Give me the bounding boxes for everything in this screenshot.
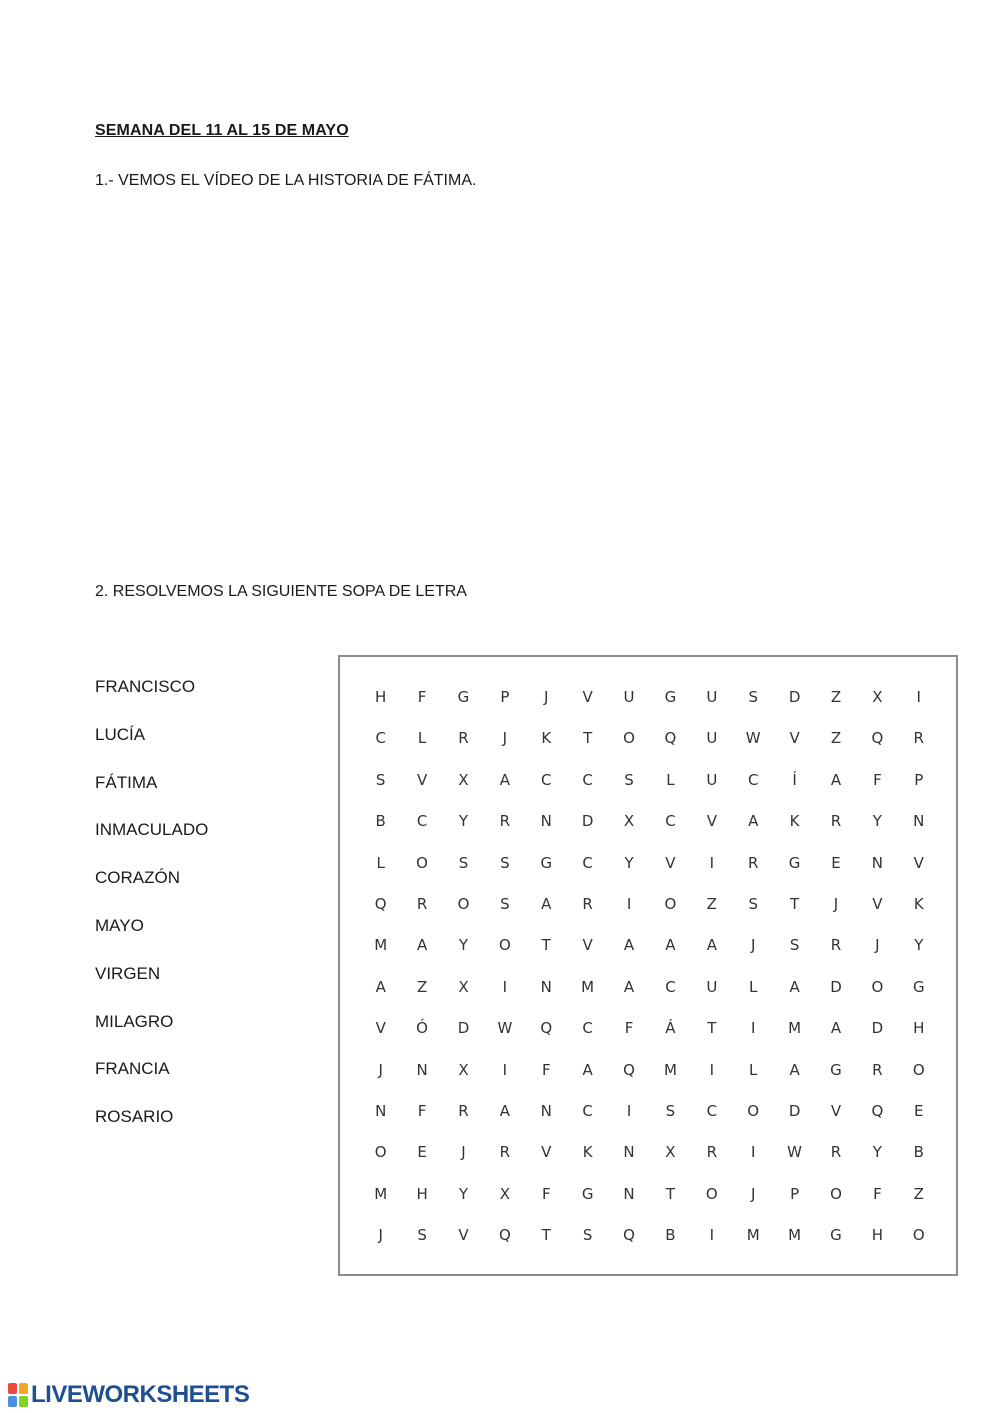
grid-cell[interactable]: I [709,1060,715,1079]
grid-cell[interactable]: R [872,1060,883,1079]
grid-cell[interactable]: W [787,1143,803,1162]
grid-cell[interactable]: K [541,729,552,748]
page-title: SEMANA DEL 11 AL 15 DE MAYO [95,122,349,139]
grid-cell[interactable]: N [540,977,552,996]
grid-cell[interactable]: A [416,936,428,955]
grid-cell[interactable]: C [582,1101,593,1120]
grid-cell[interactable]: S [500,853,510,872]
grid-cell[interactable]: L [666,770,675,789]
grid-cell[interactable]: R [747,853,759,872]
grid-cell[interactable]: K [582,1143,593,1162]
grid-cell[interactable]: Q [540,1019,553,1038]
grid-cell[interactable]: Y [458,812,469,831]
grid-cell[interactable]: Y [458,936,469,955]
grid-cell[interactable]: M [374,936,388,955]
grid-cell[interactable]: F [417,688,427,706]
grid-cell[interactable]: S [748,688,758,706]
grid-cell[interactable]: O [912,1226,925,1245]
grid-cell[interactable]: P [914,770,924,789]
grid-cell[interactable]: S [500,894,510,913]
grid-cell[interactable]: M [663,1060,677,1079]
grid-cell[interactable]: O [498,936,511,955]
grid-cell[interactable]: X [623,812,635,831]
grid-cell[interactable]: F [417,1101,427,1120]
grid-cell[interactable]: Q [871,1101,884,1120]
grid-cell[interactable]: X [872,688,883,706]
grid-cell[interactable]: T [583,729,593,748]
grid-cell[interactable]: I [626,894,632,913]
footer-logo[interactable] [8,1381,249,1409]
grid-cell[interactable]: R [830,936,842,955]
grid-cell[interactable]: A [582,1060,593,1079]
grid-cell[interactable]: L [417,729,427,748]
grid-cell[interactable]: G [788,853,801,872]
grid-cell[interactable]: O [457,894,470,913]
grid-cell[interactable]: S [582,1226,593,1245]
grid-cell[interactable]: J [750,936,756,955]
grid-cell[interactable]: X [458,977,469,996]
grid-cell[interactable]: H [871,1226,884,1245]
grid-cell[interactable]: M [374,1184,388,1203]
grid-cell[interactable]: S [748,894,758,913]
grid-cell[interactable]: A [748,812,759,831]
grid-cell[interactable]: V [872,894,883,913]
grid-cell[interactable]: K [913,894,924,913]
grid-cell[interactable]: A [623,936,635,955]
grid-cell[interactable]: A [499,1101,510,1120]
grid-cell[interactable]: J [875,936,880,955]
liveworksheets-logo-icon [8,1383,28,1407]
grid-cell[interactable]: V [830,1101,842,1120]
grid-cell[interactable]: T [665,1184,676,1203]
grid-cell[interactable]: I [750,1143,756,1162]
grid-cell[interactable]: V [458,1226,469,1245]
grid-cell[interactable]: M [788,1019,802,1038]
grid-cell[interactable]: S [375,770,386,789]
word-list-item: INMACULADO [95,820,209,840]
grid-cell[interactable]: D [457,1019,470,1038]
grid-cell[interactable]: C [665,812,676,831]
word-list-item: LUCÍA [95,724,146,744]
grid-cell[interactable]: T [707,1019,717,1038]
word-list-item: MAYO [95,915,144,935]
question-1: 1.- VEMOS EL VÍDEO DE LA HISTORIA DE FÁTIMA. [95,172,477,189]
grid-cell[interactable]: O [664,894,677,913]
grid-cell[interactable]: G [830,1060,842,1079]
grid-cell[interactable]: A [706,936,717,955]
grid-cell[interactable]: L [749,1060,758,1079]
grid-cell[interactable]: M [746,1226,760,1245]
word-list-item: MILAGRO [95,1011,174,1031]
grid-cell[interactable]: Y [458,1184,469,1203]
grid-cell[interactable]: N [540,1101,552,1120]
grid-cell[interactable]: A [789,1060,800,1079]
grid-cell[interactable]: E [914,1101,924,1120]
grid-cell[interactable]: H [416,1184,428,1203]
grid-cell[interactable]: I [709,853,715,872]
grid-cell[interactable]: I [916,688,921,706]
grid-cell[interactable]: O [705,1184,718,1203]
grid-cell[interactable]: U [706,729,718,748]
grid-cell[interactable]: T [541,936,551,955]
grid-cell[interactable]: J [750,1184,756,1203]
grid-cell[interactable]: G [581,1184,594,1203]
grid-cell[interactable]: N [623,1184,635,1203]
grid-cell[interactable]: O [871,977,884,996]
grid-cell[interactable]: T [541,1226,551,1245]
grid-cell[interactable]: S [789,936,800,955]
grid-cell[interactable]: N [540,812,552,831]
grid-cell[interactable]: I [502,1060,508,1079]
grid-cell[interactable]: N [375,1101,387,1120]
grid-cell[interactable]: L [376,853,385,872]
grid-cell[interactable]: J [378,1226,383,1245]
grid-cell[interactable]: J [833,894,839,913]
grid-cell[interactable]: X [458,770,469,789]
grid-cell[interactable]: Q [374,894,387,913]
brand-name: LIVEWORKSHEETS [31,1381,250,1408]
grid-cell[interactable]: W [497,1019,513,1038]
grid-cell[interactable]: K [789,812,800,831]
grid-cell[interactable]: R [913,729,924,748]
word-list-item: ROSARIO [95,1107,174,1127]
logo-block-3 [8,1396,17,1407]
grid-cell[interactable]: C [747,770,759,789]
grid-cell[interactable]: F [541,1060,551,1079]
logo-block-1 [8,1383,17,1394]
grid-cell[interactable]: V [789,729,800,748]
grid-cell[interactable]: Z [830,688,842,706]
grid-cell[interactable]: Y [872,812,882,831]
grid-cell[interactable]: R [830,1143,842,1162]
grid-cell[interactable]: C [582,1019,593,1038]
word-list [95,677,208,1155]
grid-cell[interactable]: Q [871,729,884,748]
grid-cell[interactable]: F [541,1184,551,1203]
grid-cell[interactable]: M [788,1226,802,1245]
grid-cell[interactable]: B [375,812,386,831]
grid-cell[interactable]: Q [498,1226,511,1245]
grid-cell[interactable]: O [830,1184,842,1203]
grid-cell[interactable]: J [461,1143,466,1162]
grid-cell[interactable]: A [499,770,510,789]
logo-block-2 [19,1383,28,1394]
grid-cell[interactable]: N [623,1143,635,1162]
grid-cell[interactable]: P [790,1184,800,1203]
grid-cell[interactable]: X [458,1060,469,1079]
grid-cell[interactable]: I [750,1019,756,1038]
grid-cell[interactable]: O [747,1101,760,1120]
grid-cell[interactable]: U [706,688,718,706]
grid-cell[interactable]: V [375,1019,386,1038]
grid-cell[interactable]: X [665,1143,676,1162]
grid-cell[interactable]: S [458,853,469,872]
grid-cell[interactable]: D [871,1019,884,1038]
grid-cell[interactable]: S [665,1101,676,1120]
grid-cell[interactable]: E [831,853,841,872]
grid-cell[interactable]: A [375,977,386,996]
grid-cell[interactable]: G [664,688,677,706]
word-list-item: FRANCIA [95,1059,170,1079]
grid-cell[interactable]: Ó [416,1019,428,1038]
grid-cell[interactable]: U [623,688,635,706]
grid-cell[interactable]: C [375,729,386,748]
grid-cell[interactable]: C [665,977,676,996]
grid-cell[interactable]: F [873,1184,882,1203]
logo-block-4 [19,1396,28,1407]
grid-cell[interactable]: H [375,688,387,706]
grid-cell[interactable]: D [830,977,842,996]
grid-cell[interactable]: O [623,729,635,748]
grid-cell[interactable]: V [416,770,428,789]
grid-cell[interactable]: N [416,1060,428,1079]
grid-cell[interactable]: E [417,1143,427,1162]
grid-cell[interactable]: Q [623,1226,635,1245]
grid-cell[interactable]: I [626,1101,632,1120]
grid-cell[interactable]: C [416,812,428,831]
grid-cell[interactable]: A [665,936,676,955]
grid-cell[interactable]: V [913,853,924,872]
grid-cell[interactable]: W [745,729,761,748]
grid-cell[interactable]: Z [416,977,428,996]
grid-cell[interactable]: G [540,853,553,872]
grid-cell[interactable]: R [416,894,428,913]
question-2: 2. RESOLVEMOS LA SIGUIENTE SOPA DE LETRA [95,583,467,600]
grid-cell[interactable]: A [830,770,842,789]
grid-cell[interactable]: O [374,1143,387,1162]
grid-cell[interactable]: L [749,977,758,996]
grid-cell[interactable]: U [706,977,718,996]
grid-cell[interactable]: V [665,853,676,872]
grid-cell[interactable]: R [458,729,469,748]
grid-cell[interactable]: O [416,853,428,872]
grid-cell[interactable]: P [500,688,510,706]
grid-cell[interactable]: V [582,688,593,706]
grid-cell[interactable]: S [417,1226,427,1245]
word-search-box [338,655,958,1276]
grid-cell[interactable]: S [624,770,634,789]
grid-cell[interactable]: N [913,812,925,831]
word-search-grid [360,677,939,1256]
grid-cell[interactable]: R [706,1143,718,1162]
grid-cell[interactable]: J [502,729,508,748]
grid-cell[interactable]: Á [665,1019,676,1038]
grid-cell[interactable]: Z [830,729,842,748]
grid-cell[interactable]: C [582,853,593,872]
grid-cell[interactable]: Z [706,894,717,913]
grid-cell[interactable]: U [706,770,718,789]
grid-cell[interactable]: J [544,688,549,706]
grid-cell[interactable]: Z [913,1184,924,1203]
grid-cell[interactable]: T [790,894,800,913]
grid-cell[interactable]: G [457,688,470,706]
grid-cell[interactable]: C [706,1101,718,1120]
grid-cell[interactable]: D [788,1101,801,1120]
grid-cell[interactable]: G [912,977,925,996]
grid-cell[interactable]: V [541,1143,552,1162]
grid-cell[interactable]: V [706,812,717,831]
grid-cell[interactable]: R [499,812,511,831]
grid-cell[interactable]: C [582,770,593,789]
grid-cell[interactable]: I [709,1226,715,1245]
grid-cell[interactable]: Q [623,1060,635,1079]
word-list-item: FÁTIMA [95,772,158,792]
grid-cell[interactable]: F [624,1019,634,1038]
grid-cell[interactable]: F [873,770,882,789]
grid-cell[interactable]: N [871,853,883,872]
grid-cell[interactable]: A [789,977,800,996]
grid-cell[interactable]: O [912,1060,925,1079]
grid-cell[interactable]: H [913,1019,925,1038]
grid-cell[interactable]: J [378,1060,383,1079]
grid-cell[interactable]: R [458,1101,469,1120]
grid-cell[interactable]: A [541,894,552,913]
grid-cell[interactable]: R [499,1143,511,1162]
grid-cell[interactable]: I [502,977,508,996]
grid-cell[interactable]: R [830,812,842,831]
grid-cell[interactable]: Y [914,936,924,955]
grid-cell[interactable]: B [913,1143,924,1162]
grid-cell[interactable]: G [830,1226,842,1245]
grid-cell[interactable]: C [541,770,552,789]
grid-cell[interactable]: A [830,1019,842,1038]
grid-cell[interactable]: Y [872,1143,882,1162]
grid-cell[interactable]: X [499,1184,510,1203]
word-list-item: CORAZÓN [95,868,180,888]
grid-cell[interactable]: Q [664,729,677,748]
grid-cell[interactable]: Í [792,770,797,789]
grid-cell[interactable]: M [581,977,595,996]
grid-cell[interactable]: V [582,936,593,955]
grid-cell[interactable]: B [665,1226,676,1245]
grid-cell[interactable]: D [581,812,594,831]
word-list-item: FRANCISCO [95,677,196,696]
grid-cell[interactable]: R [582,894,593,913]
grid-cell[interactable]: Y [624,853,634,872]
word-list-item: VIRGEN [95,963,161,983]
grid-cell[interactable]: A [623,977,635,996]
grid-cell[interactable]: D [788,688,801,706]
